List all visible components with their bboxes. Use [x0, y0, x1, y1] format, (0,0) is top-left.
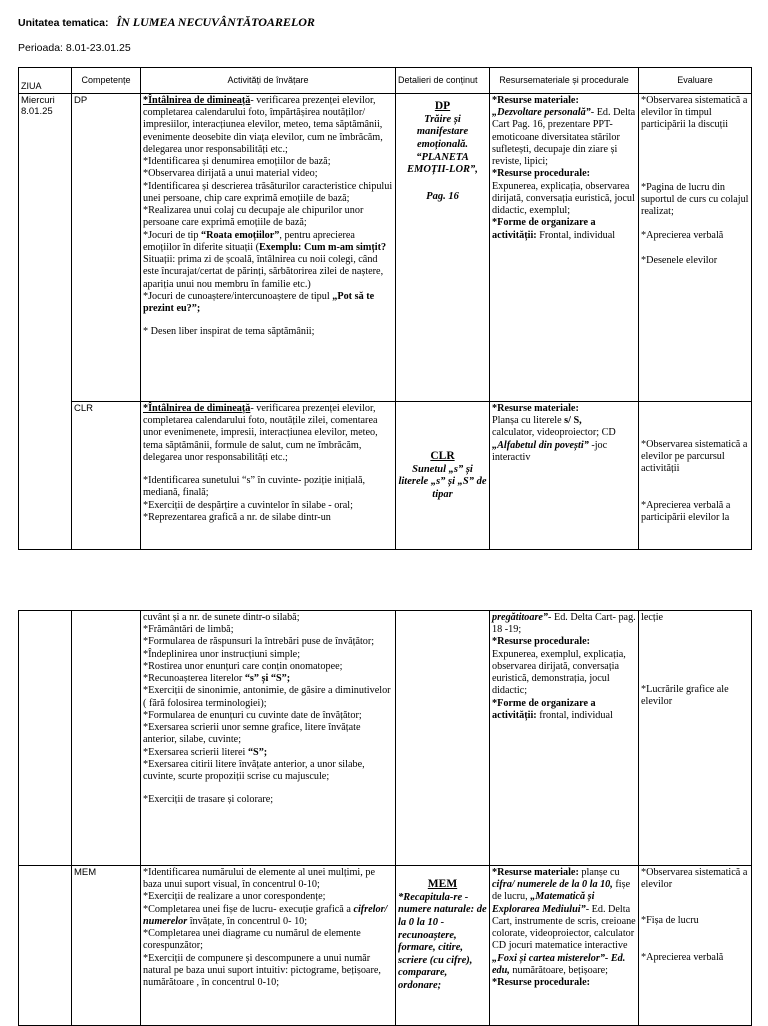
detail-mem-lines: [398, 892, 487, 993]
text-segment: cifra/ numerele de la 0 la 10,: [492, 879, 613, 891]
day-cell: Miercuri 8.01.25: [19, 94, 72, 550]
detail-clr-cont: [396, 611, 490, 866]
activities-mem: [141, 866, 396, 1026]
text-segment: „Alfabetul din povești”: [492, 439, 589, 451]
text-segment: , pentru aprecierea emoțiilor în diferite situații (: [143, 229, 355, 253]
competence-clr-cont: [72, 611, 141, 866]
text-segment: “s” și “S”;: [244, 673, 291, 685]
detail-clr: [396, 402, 490, 550]
text-segment: * Desen liber inspirat de tema săptămânii;: [143, 326, 315, 338]
text-segment: cifrelor/ numerelor: [143, 903, 388, 927]
detail-clr-lines: [398, 464, 487, 502]
text-segment: *Resurse procedurale:: [492, 168, 590, 180]
text-segment: numărătoare, bețișoare;: [509, 964, 608, 976]
paragraph: [492, 612, 636, 636]
text-segment: -joc interactiv: [492, 439, 608, 463]
text-segment: “S”;: [247, 746, 268, 758]
text-segment: *Observarea dirijată a unui material video;: [143, 168, 318, 180]
paragraph: [143, 747, 393, 759]
paragraph: [143, 891, 393, 903]
paragraph: [143, 500, 393, 512]
detail-mem: [396, 866, 490, 1026]
text-segment: *Identificarea și descrierea trăsăturilor caracteristice chipului unei persoane, chip care exprimă emoțiile de bază;: [143, 180, 393, 204]
paragraph: [492, 698, 636, 722]
evaluation-mem: [639, 866, 752, 1026]
paragraph: [143, 710, 393, 722]
paragraph: [143, 403, 393, 464]
eval-dp-3: *Pagina de lucru din suportul de curs cu colajul realizat;: [641, 181, 749, 218]
paragraph: [143, 636, 393, 648]
eval-dp-5: *Desenele elevilor: [641, 254, 718, 266]
paragraph: [143, 168, 393, 180]
text-segment: *Întâlnirea de dimineață: [143, 95, 251, 106]
unit-label: Unitatea tematica:: [18, 17, 109, 29]
paragraph: [143, 291, 393, 315]
paragraph: [143, 661, 393, 673]
text-segment: *Reprezentarea grafică a nr. de silabe dintr-un: [143, 511, 331, 523]
text-segment: Situații: prima zi de școală, întâlnirea cu noii colegi, când este încurajat/certat de părinți, sărbătorirea zilei de naștere, apariția unui nou membru în familie etc.): [143, 254, 384, 290]
activities-clr: [141, 402, 396, 550]
text-segment: *Forme de organizare a activității:: [492, 697, 596, 721]
paragraph: [143, 685, 393, 709]
text-segment: *Resurse materiale:: [492, 867, 579, 878]
paragraph: [143, 326, 393, 338]
text-segment: *Exersarea citirii litere învățate anterior, a unor silabe, cuvinte, scurte propoziții scrise cu majuscule;: [143, 758, 365, 783]
text-segment: *Resurse procedurale:: [492, 977, 590, 989]
text-segment: fișe de lucru,: [492, 879, 631, 903]
text-segment: *Exersarea scrierii literei: [143, 746, 248, 758]
period-label: Perioada: 8.01-23.01.25: [18, 42, 131, 54]
paragraph: [492, 107, 636, 168]
eval-dp-4: *Aprecierea verbală: [641, 230, 724, 242]
paragraph: [143, 794, 393, 806]
col-activitati: Activități de învățare: [141, 68, 396, 94]
text-segment: *Întâlnirea de dimineață: [143, 403, 251, 414]
text-segment: cuvânt și a nr. de sunete dintr-o silabă;: [143, 612, 300, 623]
text-segment: „Foxi și cartea misterelor”- Ed. edu,: [492, 952, 626, 976]
text-segment: *Recunoașterea literelor: [143, 673, 245, 685]
day-cell-cont: [19, 611, 72, 866]
paragraph: [143, 867, 393, 891]
paragraph: [492, 636, 636, 648]
col-detalieri: Detalieri de conținut: [396, 68, 490, 94]
col-evaluare: Evaluare: [639, 68, 752, 94]
paragraph: [492, 217, 636, 241]
detail-line: Sunetul „s” și literele „s” și „S” de tipar: [398, 463, 487, 500]
text-segment: planșe cu: [578, 867, 620, 878]
text-segment: Expunerea, explicația, observarea dirijată, conversația euristică, jocul didactic, exemplul;: [492, 180, 635, 217]
paragraph: [492, 977, 636, 989]
detail-clr-code: CLR: [430, 450, 455, 462]
text-segment: *Îndeplinirea unor instrucțiuni simple;: [143, 648, 301, 660]
plan-table-page1: [18, 67, 752, 550]
eval-mem-1: *Observarea sistematică a elevilor: [641, 867, 748, 891]
eval-clr-1: *Observarea sistematică a elevilor pe parcursul activității: [641, 439, 748, 475]
paragraph: [143, 475, 393, 499]
competence-clr: CLR: [72, 402, 141, 550]
col-ziua: ZIUA: [19, 68, 72, 94]
resources-clr: [490, 402, 639, 550]
text-segment: „Pot să te prezint eu?”;: [143, 290, 375, 314]
detail-dp-lines: [398, 114, 487, 204]
paragraph: [492, 95, 636, 107]
text-segment: *Rostirea unor enunțuri care conțin onomatopee;: [143, 660, 343, 672]
text-segment: *Formularea de enunțuri cu cuvinte date de învățător;: [143, 709, 362, 721]
paragraph: [492, 403, 636, 415]
activities-clr-cont: [141, 611, 396, 866]
spacer: [143, 464, 393, 475]
evaluation-clr-cont: [639, 611, 752, 866]
text-segment: Planșa cu literele: [492, 415, 565, 427]
eval-clr-3: *Aprecierea verbală a participării elevilor la: [641, 499, 731, 523]
text-segment: „Dezvoltare personală”: [492, 107, 591, 119]
paragraph: [492, 181, 636, 218]
text-segment: *Forme de organizare a activității:: [492, 217, 596, 241]
paragraph: [143, 95, 393, 156]
paragraph: [492, 427, 636, 464]
text-segment: *Formularea de răspunsuri la întrebări puse de învățător;: [143, 636, 375, 648]
plan-table-page2: [18, 610, 752, 1026]
col-competente: Competențe: [72, 68, 141, 94]
eval-dp-1: *Observarea sistematică a elevilor în timpul participării la discuții: [641, 95, 748, 131]
resources-dp: [490, 94, 639, 402]
text-segment: *Exerciții de trasare și colorare;: [143, 794, 274, 806]
detail-dp: [396, 94, 490, 402]
text-segment: *Jocuri de tip: [143, 229, 202, 241]
text-segment: *Frământări de limbă;: [143, 624, 234, 636]
text-segment: Frontal, individual: [536, 229, 616, 241]
competence-dp: DP: [72, 94, 141, 402]
eval-clr-cont-1: lecție: [641, 612, 664, 623]
text-segment: - Ed. Delta Cart Pag. 16, prezentare PPT- emoticoane diversitatea stărilor sufletești, decupaje din ziare și reviste, lipici;: [492, 107, 636, 168]
paragraph: [492, 867, 636, 977]
eval-clr-cont-3: *Lucrările grafice ale elevilor: [641, 684, 729, 708]
paragraph: [492, 415, 636, 427]
text-segment: - verificarea prezenței elevilor, completarea calendarului foto, noutățile zilei, comentarea unor evenimenete, impresii, interacțiunea elevilor, meteo, tema săptămânii, formule de salut, cum ne îmbrăcăm, delegarea unor responsabilități etc.;: [143, 403, 378, 463]
paragraph: [143, 953, 393, 990]
text-segment: Expunerea, exemplul, explicația, observarea dirijată, conversația euristică, demonstrația, jocul didactic;: [492, 648, 626, 697]
evaluation-dp: [639, 94, 752, 402]
text-segment: *Completarea unei fișe de lucru- execuție grafică a: [143, 903, 354, 915]
paragraph: [143, 181, 393, 205]
spacer: [143, 783, 393, 794]
paragraph: [143, 904, 393, 928]
text-segment: *Exerciții de despărțire a cuvintelor în silabe - oral;: [143, 499, 353, 511]
text-segment: “Roata emoțiilor”: [201, 229, 280, 241]
paragraph: [143, 512, 393, 524]
text-segment: - verificarea prezenței elevilor, completarea calendarului foto, împărtășirea noutăților/ impresiilor, interacțiunea elevilor, meteo, tema săptămânii, evenimente deosebite din viața elevilor, cum ne îmbrăcăm, delegarea unor responsabilități etc.;: [143, 95, 383, 155]
text-segment: frontal, individual: [536, 709, 613, 721]
text-segment: - Ed. Delta Cart- pag. 18 -19;: [492, 612, 636, 636]
evaluation-clr: [639, 402, 752, 550]
activities-dp: [141, 94, 396, 402]
text-segment: - Ed. Delta Cart, instrumente de scris, creioane colorate, videoproiector, calculator CD jocuri matematice interactive: [492, 903, 636, 952]
text-segment: *Exerciții de sinonimie, antonimie, de găsire a diminutivelor ( fără folosirea terminologiei);: [143, 685, 391, 709]
text-segment: pregătitoare”: [492, 612, 549, 623]
unit-title: ÎN LUMEA NECUVÂNTĂTOARELOR: [116, 15, 315, 29]
text-segment: *Resurse materiale:: [492, 95, 579, 106]
detail-line: *Recapitula-re - numere naturale: de la 0 la 10 - recunoaștere, formare, citire, scriere (cu cifre), comparare, ordonare;: [398, 891, 487, 991]
eval-mem-5: *Aprecierea verbală: [641, 951, 724, 963]
text-segment: *Exerciții de realizare a unor corespondențe;: [143, 891, 326, 903]
detail-line: “PLANETA EMOȚII-LOR”,: [407, 151, 478, 176]
text-segment: *Jocuri de cunoaștere/intercunoaștere de tipul: [143, 290, 333, 302]
eval-mem-3: *Fișa de lucru: [641, 915, 699, 927]
paragraph: [143, 612, 393, 624]
day-cell-mem: [19, 866, 72, 1026]
detail-dp-code: DP: [434, 100, 451, 112]
paragraph: [143, 722, 393, 746]
paragraph: [143, 759, 393, 783]
paragraph: [492, 649, 636, 698]
spacer: [143, 315, 393, 326]
resources-mem: [490, 866, 639, 1026]
text-segment: *Resurse procedurale:: [492, 636, 590, 648]
text-segment: învățate, în concentrul 0- 10;: [187, 915, 308, 927]
text-segment: *Realizarea unui colaj cu decupaje ale chipurilor unor persoane care exprimă emoțiile de bază;: [143, 205, 364, 229]
text-segment: *Identificarea numărului de elemente al unei mulțimi, pe baza unui suport visual, în concentrul 0-10;: [143, 867, 375, 891]
resources-clr-cont: [490, 611, 639, 866]
detail-line: Pag. 16: [426, 190, 459, 202]
text-segment: calculator, videoproiector; CD: [492, 427, 616, 439]
paragraph: [143, 156, 393, 168]
paragraph: [143, 673, 393, 685]
detail-line: Trăire și manifestare emoțională.: [416, 113, 469, 150]
unit-header: [18, 15, 315, 30]
text-segment: *Exerciții de compunere și descompunere a unui număr natural pe baza unui suport intuitiv: pictograme, bețișoare, numărătoare , în concentrul 0-10;: [143, 952, 381, 989]
paragraph: [143, 928, 393, 952]
detail-mem-code: MEM: [427, 878, 458, 890]
paragraph: [492, 168, 636, 180]
competence-mem: MEM: [72, 866, 141, 1026]
text-segment: Exemplu: Cum m-am simțit?: [259, 241, 387, 253]
text-segment: *Exersarea scrierii unor semne grafice, litere învățate anterior, silabe, cuvinte;: [143, 722, 361, 746]
text-segment: *Identificarea sunetului “s” în cuvinte- poziție inițială, mediană, finală;: [143, 475, 366, 499]
paragraph: [143, 205, 393, 229]
paragraph: [143, 230, 393, 291]
text-segment: *Completarea unei diagrame cu numărul de elemente corespunzător;: [143, 928, 361, 952]
text-segment: „Matematică și Explorarea Mediului”: [492, 891, 595, 915]
paragraph: [143, 624, 393, 636]
text-segment: *Identificarea și denumirea emoțiilor de bază;: [143, 156, 331, 168]
col-resurse: Resursemateriale și procedurale: [490, 68, 639, 94]
text-segment: s/ S,: [564, 415, 582, 427]
paragraph: [143, 649, 393, 661]
text-segment: *Resurse materiale:: [492, 403, 579, 414]
